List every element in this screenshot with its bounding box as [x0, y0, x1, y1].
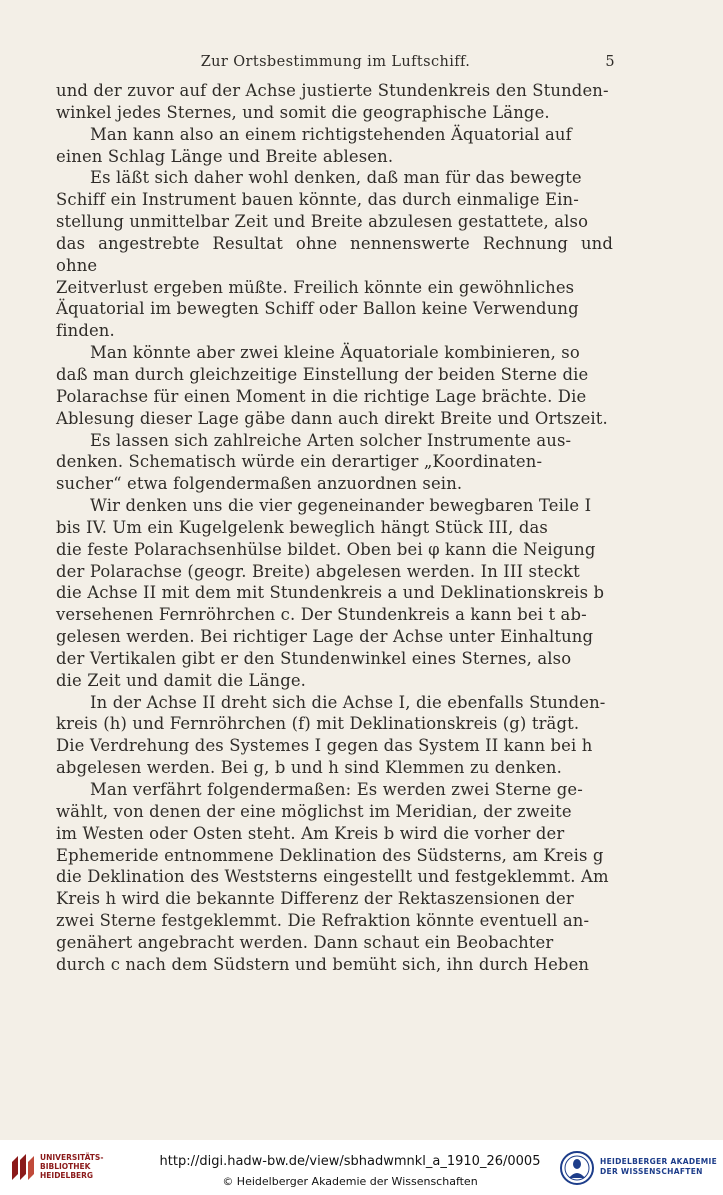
text-line: einen Schlag Länge und Breite ablesen.	[56, 146, 394, 166]
text-line: genähert angebracht werden. Dann schaut ein Beobachter	[56, 932, 554, 952]
running-head	[56, 50, 615, 76]
text-line: versehenen Fernröhrchen c. Der Stundenkreis a kann bei t ab-	[56, 605, 587, 625]
text-line: Kreis h wird die bekannte Differenz der Rektaszensionen der	[56, 889, 574, 909]
text-line: daß man durch gleichzeitige Einstellung der beiden Sterne die	[56, 364, 589, 384]
text-line: Ephemeride entnommene Deklination des Südsterns, am Kreis g	[56, 845, 604, 865]
academy-seal-icon	[560, 1148, 594, 1188]
text-line: Es lassen sich zahlreiche Arten solcher Instrumente aus-	[90, 430, 572, 450]
text-line: stellung unmittelbar Zeit und Breite abzulesen gestattete, also	[56, 212, 589, 232]
text-line: Ablesung dieser Lage gäbe dann auch direkt Breite und Ortszeit.	[56, 408, 608, 428]
text-line: Man kann also an einem richtigstehenden Äquatorial auf	[90, 124, 572, 144]
university-library-logo-icon	[8, 1152, 36, 1182]
page-number: 5	[605, 54, 615, 70]
text-line: im Westen oder Osten steht. Am Kreis b wird die vorher der	[56, 823, 565, 843]
text-line: die Zeit und damit die Länge.	[56, 670, 307, 690]
text-line: abgelesen werden. Bei g, b und h sind Klemmen zu denken.	[56, 758, 563, 778]
text-line: gelesen werden. Bei richtiger Lage der Achse unter Einhaltung	[56, 627, 594, 647]
text-line: durch c nach dem Südstern und bemüht sich, ihn durch Heben	[56, 954, 590, 974]
text-line: und der zuvor auf der Achse justierte Stundenkreis den Stunden-	[56, 81, 609, 100]
library-name: UNIVERSITÄTS- BIBLIOTHEK HEIDELBERG	[40, 1153, 104, 1180]
viewer-footer	[0, 1140, 723, 1195]
text-line: kreis (h) und Fernröhrchen (f) mit Deklinationskreis (g) trägt.	[56, 714, 580, 734]
running-title: Zur Ortsbestimmung im Luftschiff.	[200, 54, 471, 70]
text-line: die feste Polarachsenhülse bildet. Oben bei φ kann die Neigung	[56, 539, 596, 559]
text-line: bis IV. Um ein Kugelgelenk beweglich hängt Stück III, das	[56, 517, 548, 537]
text-line: Man verfährt folgendermaßen: Es werden zwei Sterne ge-	[90, 780, 583, 799]
text-line: das angestrebte Resultat ohne nennenswerte Rechnung und ohne	[56, 233, 613, 275]
text-line: die Achse II mit dem mit Stundenkreis a und Deklinationskreis b	[56, 583, 605, 603]
text-line: Es läßt sich daher wohl denken, daß man für das bewegte	[90, 168, 582, 188]
text-line: Zeitverlust ergeben müßte. Freilich könnte ein gewöhnliches	[56, 277, 575, 297]
permalink-url[interactable]: http://digi.hadw-bw.de/view/sbhadwmnkl_a_1910_26/0005	[159, 1154, 541, 1169]
text-line: Man könnte aber zwei kleine Äquatoriale kombinieren, so	[90, 343, 580, 363]
text-line: Polarachse für einen Moment in die richtige Lage brächte. Die	[56, 386, 587, 406]
text-line: Äquatorial im bewegten Schiff oder Ballon keine Verwendung	[56, 299, 579, 319]
text-line: Schiff ein Instrument bauen könnte, das durch einmalige Ein-	[56, 190, 579, 210]
academy-name: HEIDELBERGER AKADEMIE DER WISSENSCHAFTEN	[600, 1157, 718, 1176]
text-line: In der Achse II dreht sich die Achse I, die ebenfalls Stunden-	[90, 692, 606, 712]
text-line: wählt, von denen der eine möglichst im Meridian, der zweite	[56, 801, 572, 821]
text-line: denken. Schematisch würde ein derartiger „Koordinaten-	[56, 452, 543, 472]
text-line: zwei Sterne festgeklemmt. Die Refraktion könnte eventuell an-	[56, 911, 590, 931]
text-line: finden.	[56, 321, 115, 341]
text-line: die Deklination des Weststerns eingestellt und festgeklemmt. Am	[56, 867, 609, 887]
copyright-notice: © Heidelberger Akademie der Wissenschaften	[222, 1175, 478, 1188]
text-line: winkel jedes Sternes, und somit die geographische Länge.	[56, 102, 550, 122]
text-line: Die Verdrehung des Systemes I gegen das System II kann bei h	[56, 736, 593, 756]
body-text	[56, 80, 613, 976]
text-line: der Polarachse (geogr. Breite) abgelesen werden. In III steckt	[56, 561, 580, 581]
text-line: der Vertikalen gibt er den Stundenwinkel eines Sternes, also	[56, 648, 572, 668]
text-line: Wir denken uns die vier gegeneinander bewegbaren Teile I	[90, 496, 592, 516]
text-line: sucher“ etwa folgendermaßen anzuordnen sein.	[56, 474, 463, 494]
